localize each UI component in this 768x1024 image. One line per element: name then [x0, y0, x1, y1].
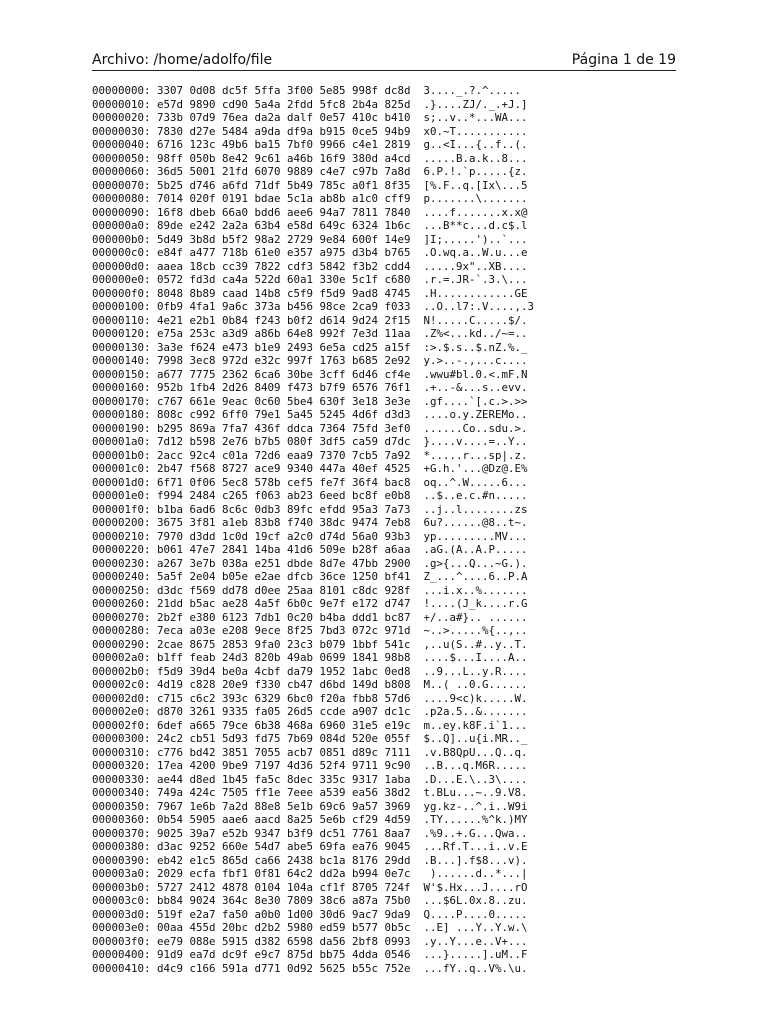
- hex-dump-row: 000001c0: 2b47 f568 8727 ace9 9340 447a 40ef 4525 +G.h.'...@Dz@.E%: [92, 462, 528, 475]
- hex-dump-row: 00000250: d3dc f569 dd78 d0ee 25aa 8101 c8dc 928f ...i.x..%.......: [92, 583, 528, 597]
- hex-dump-row: 00000150: a677 7775 2362 6ca6 30be 3cff 6d46 cf4e .wwu#bl.0.<.mF.N: [92, 367, 528, 381]
- hex-dump-row: 000001a0: 7d12 b598 2e76 b7b5 080f 3df5 ca59 d7dc }....v....=..Y..: [92, 435, 528, 448]
- hex-dump-row: 000000e0: 0572 fd3d ca4a 522d 60a1 330e 5c1f c680 .r.=.JR-`.3.\...: [92, 273, 528, 286]
- hex-dump-row: 000001b0: 2acc 92c4 c01a 72d6 eaa9 7370 7cb5 7a92 *.....r...sp|.z.: [92, 448, 528, 462]
- hex-dump-row: 00000030: 7830 d27e 5484 a9da df9a b915 0ce5 94b9 x0.~T...........: [92, 124, 528, 138]
- hex-dump-row: 00000210: 7970 d3dd 1c0d 19cf a2c0 d74d 56a0 93b3 yp.........MV...: [92, 529, 528, 543]
- hex-dump-row: 000000d0: aaea 18cb cc39 7822 cdf3 5842 f3b2 cdd4 .....9x"..XB....: [92, 259, 528, 273]
- hex-dump-row: 000000b0: 5d49 3b8d b5f2 98a2 2729 9e84 600f 14e9 ]I;.....')..`...: [92, 232, 528, 246]
- hex-dump-row: 000002c0: 4d19 c828 20e9 f330 cb47 d6bd 149d b808 M..( ..0.G......: [92, 678, 528, 691]
- hex-dump-row: 00000290: 2cae 8675 2853 9fa0 23c3 b079 1bbf 541c ,..u(S..#..y..T.: [92, 637, 528, 651]
- hex-dump-row: 000002e0: d870 3261 9335 fa05 26d5 ccde a907 dc1c .p2a.5..&.......: [92, 705, 528, 718]
- hex-dump-row: 00000200: 3675 3f81 a1eb 83b8 f740 38dc 9474 7eb8 6u?......@8..t~.: [92, 516, 528, 529]
- hex-dump-row: 00000170: c767 661e 9eac 0c60 5be4 630f 3e18 3e3e .gf....`[.c.>.>>: [92, 394, 528, 408]
- hex-dump: [92, 84, 676, 975]
- hex-dump-row: 000003d0: 519f e2a7 fa50 a0b0 1d00 30d6 9ac7 9da9 Q....P....0.....: [92, 907, 528, 921]
- hex-dump-row: 00000270: 2b2f e380 6123 7db1 0c20 b4ba ddd1 bc87 +/..a#}.. ......: [92, 610, 528, 624]
- hex-dump-row: 00000000: 3307 0d08 dc5f 5ffa 3f00 5e85 998f dc8d 3...._.?.^.....: [92, 84, 522, 97]
- hex-dump-row: 000003b0: 5727 2412 4878 0104 104a cf1f 8705 724f W'$.Hx...J....rO: [92, 880, 528, 894]
- hex-dump-row: 00000370: 9025 39a7 e52b 9347 b3f9 dc51 7761 8aa7 .%9..+.G...Qwa..: [92, 826, 528, 840]
- hex-dump-row: 000001e0: f994 2484 c265 f063 ab23 6eed bc8f e0b8 ..$..e.c.#n.....: [92, 489, 528, 502]
- hex-dump-row: 00000410: d4c9 c166 591a d771 0d92 5625 b55c 752e ...fY..q..V%.\u.: [92, 961, 528, 975]
- hex-dump-row: 00000060: 36d5 5001 21fd 6070 9889 c4e7 c97b 7a8d 6.P.!.`p.....{z.: [92, 165, 528, 178]
- hex-dump-row: 00000110: 4e21 e2b1 0b84 f243 b0f2 d614 9d24 2f15 N!.....C.....$/.: [92, 313, 528, 327]
- hex-dump-row: 00000340: 749a 424c 7505 ff1e 7eee a539 ea56 38d2 t.BLu...~..9.V8.: [92, 786, 528, 799]
- hex-dump-row: 00000070: 5b25 d746 a6fd 71df 5b49 785c a0f1 8f35 [%.F..q.[Ix\...5: [92, 178, 528, 192]
- hex-dump-row: 00000400: 91d9 ea7d dc9f e9c7 875d bb75 4dda 0546 ...}.....].uM..F: [92, 948, 528, 961]
- hex-dump-row: 00000280: 7eca a03e e208 9ece 8f25 7bd3 072c 971d ~..>.....%{..,..: [92, 624, 528, 637]
- hex-dump-row: 00000090: 16f8 dbeb 66a0 bdd6 aee6 94a7 7811 7840 ....f.......x.x@: [92, 205, 528, 219]
- hex-dump-row: 00000230: a267 3e7b 038a e251 dbde 8d7e 47bb 2900 .g>{...Q...~G.).: [92, 556, 528, 570]
- hex-dump-row: 00000010: e57d 9890 cd90 5a4a 2fdd 5fc8 2b4a 825d .}....ZJ/._.+J.]: [92, 97, 528, 111]
- hex-dump-row: 000002f0: 6def a665 79ce 6b38 468a 6960 31e5 e19c m..ey.k8F.i`1...: [92, 718, 528, 732]
- hex-dump-row: 00000350: 7967 1e6b 7a2d 88e8 5e1b 69c6 9a57 3969 yg.kz-..^.i..W9i: [92, 799, 528, 813]
- hex-dump-row: 000000f0: 8048 8b89 caad 14b8 c5f9 f5d9 9ad8 4745 .H............GE: [92, 286, 528, 300]
- hex-dump-row: 000000c0: e84f a477 718b 61e0 e357 a975 d3b4 b765 .O.wq.a..W.u...e: [92, 246, 528, 259]
- hex-dump-row: 000002d0: c715 c6c2 393c 6329 6bc0 f20a fbb8 57d6 ....9<c)k.....W.: [92, 691, 528, 705]
- hex-dump-row: 00000020: 733b 07d9 76ea da2a dalf 0e57 410c b410 s;..v..*...WA...: [92, 111, 528, 124]
- hex-dump-row: 00000260: 21dd b5ac ae28 4a5f 6b0c 9e7f e172 d747 !....(J_k....r.G: [92, 597, 528, 610]
- hex-dump-row: 000001d0: 6f71 0f06 5ec8 578b cef5 fe7f 36f4 bac8 oq..^.W.....6...: [92, 475, 528, 489]
- hex-dump-row: 000003a0: 2029 ecfa fbf1 0f81 64c2 dd2a b994 0e7c )......d..*...|: [92, 867, 528, 880]
- hex-dump-row: 000002a0: b1ff feab 24d3 820b 49ab 0699 1841 98b8 ....$...I....A..: [92, 651, 528, 664]
- hex-dump-row: 00000100: 0fb9 4fa1 9a6c 373a b456 98ce 2ca9 f033 ..O..l7:.V....,.3: [92, 300, 535, 313]
- hex-dump-row: 00000130: 3a3e f624 e473 b1e9 2493 6e5a cd25 a15f :>.$.s..$.nZ.%._: [92, 340, 528, 354]
- hex-dump-row: 00000240: 5a5f 2e04 b05e e2ae dfcb 36ce 1250 bf41 Z_...^....6..P.A: [92, 570, 528, 583]
- hex-dump-row: 00000360: 0b54 5905 aae6 aacd 8a25 5e6b cf29 4d59 .TY......%^k.)MY: [92, 813, 528, 826]
- header-divider: [92, 70, 676, 71]
- page-number-label: Página 1 de 19: [571, 52, 676, 68]
- hex-dump-row: 00000180: 808c c992 6ff0 79e1 5a45 5245 4d6f d3d3 ....o.y.ZEREMo..: [92, 408, 528, 421]
- hex-dump-row: 00000140: 7998 3ec8 972d e32c 997f 1763 b685 2e92 y.>..-.,...c....: [92, 354, 528, 367]
- hex-dump-row: 00000380: d3ac 9252 660e 54d7 abe5 69fa ea76 9045 ...Rf.T...i..v.E: [92, 840, 528, 853]
- hex-dump-row: 000000a0: 89de e242 2a2a 63b4 e58d 649c 6324 1b6c ...B**c...d.c$.l: [92, 219, 528, 232]
- hex-dump-row: 00000330: ae44 d8ed 1b45 fa5c 8dec 335c 9317 1aba .D...E.\..3\....: [92, 772, 528, 786]
- hex-dump-row: 000003f0: ee79 088e 5915 d382 6598 da56 2bf8 0993 .y..Y...e..V+...: [92, 934, 528, 948]
- hex-dump-row: 00000300: 24c2 cb51 5d93 fd75 7b69 084d 520e 055f $..Q]..u{i.MR.._: [92, 732, 528, 745]
- hex-dump-row: 00000160: 952b 1fb4 2d26 8409 f473 b7f9 6576 76f1 .+..-&...s..evv.: [92, 381, 528, 394]
- hex-dump-row: 00000120: e75a 253c a3d9 a86b 64e8 992f 7e3d 11aa .Z%<...kd../~=..: [92, 327, 528, 340]
- hex-dump-row: 00000050: 98ff 050b 8e42 9c61 a46b 16f9 380d a4cd .....B.a.k..8...: [92, 151, 528, 165]
- page-header: [92, 50, 676, 70]
- hex-dump-row: 00000040: 6716 123c 49b6 ba15 7bf0 9966 c4e1 2819 g..<I...{..f..(.: [92, 138, 528, 151]
- hex-dump-row: 00000390: eb42 e1c5 865d ca66 2438 bc1a 8176 29dd .B...].f$8...v).: [92, 853, 528, 867]
- hex-dump-row: 00000190: b295 869a 7fa7 436f ddca 7364 75fd 3ef0 ......Co..sdu.>.: [92, 421, 528, 435]
- hex-dump-row: 000003e0: 00aa 455d 20bc d2b2 5980 ed59 b577 0b5c ..E] ...Y..Y.w.\: [92, 921, 528, 934]
- hex-dump-row: 000002b0: f5d9 39d4 be0a 4cbf da79 1952 1abc 0ed8 ..9...L..y.R....: [92, 664, 528, 678]
- hex-dump-row: 00000080: 7014 020f 0191 bdae 5c1a ab8b a1c0 cff9 p.......\.......: [92, 192, 528, 205]
- hex-dump-row: 000003c0: bb84 9024 364c 8e30 7809 38c6 a87a 75b0 ...$6L.0x.8..zu.: [92, 894, 528, 907]
- hex-dump-row: 00000320: 17ea 4200 9be9 7197 4d36 52f4 9711 9c90 ..B...q.M6R.....: [92, 759, 528, 772]
- hex-dump-row: 000001f0: b1ba 6ad6 8c6c 0db3 89fc efdd 95a3 7a73 ..j..l........zs: [92, 502, 528, 516]
- hex-dump-row: 00000220: b061 47e7 2841 14ba 41d6 509e b28f a6aa .aG.(A..A.P.....: [92, 543, 528, 556]
- file-path-label: Archivo: /home/adolfo/file: [92, 52, 273, 68]
- hex-dump-row: 00000310: c776 bd42 3851 7055 acb7 0851 d89c 7111 .v.B8QpU...Q..q.: [92, 745, 528, 759]
